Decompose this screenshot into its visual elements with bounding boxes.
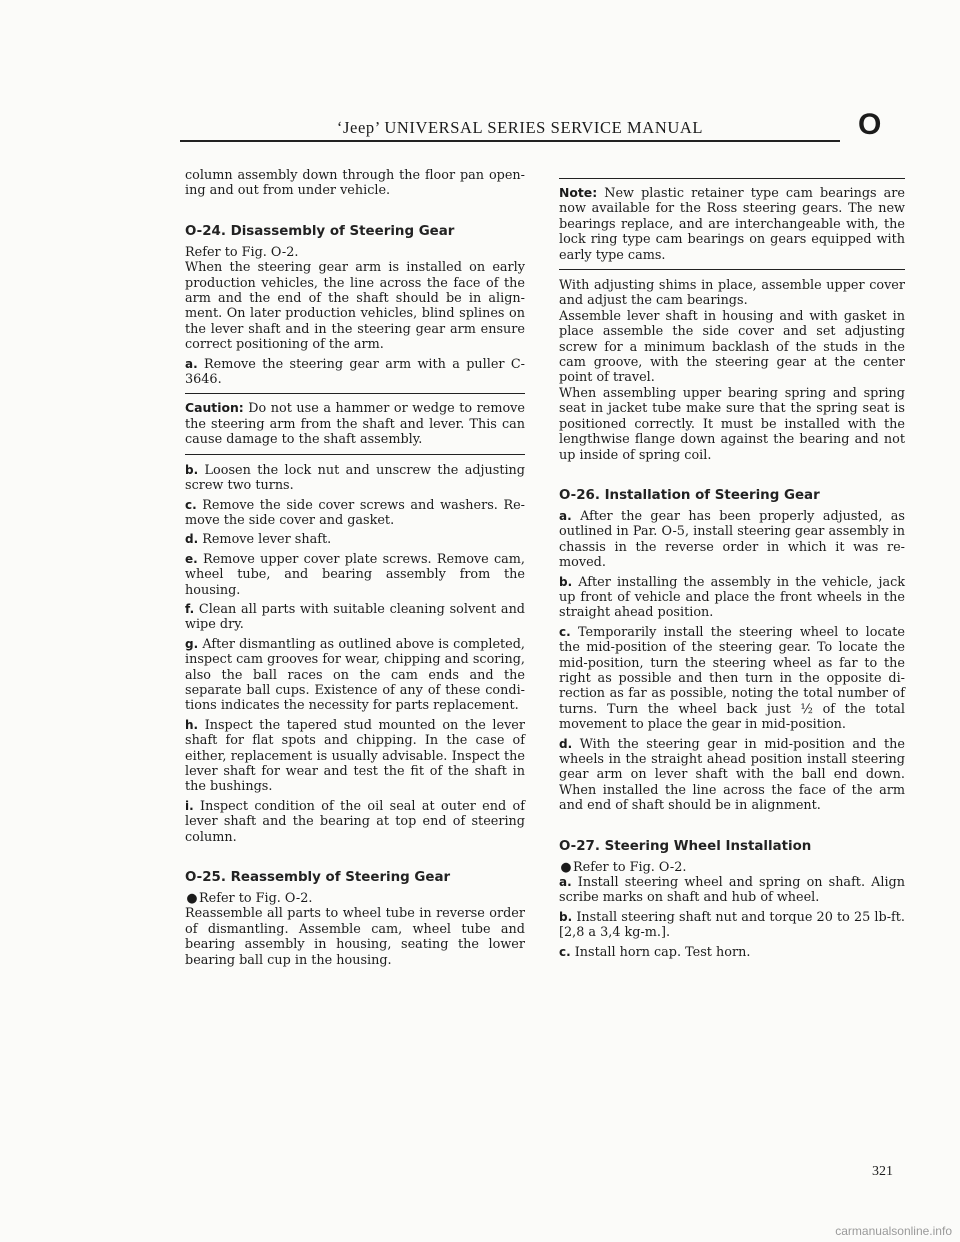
step-label: c. [559,944,571,959]
step-text: After installing the assembly in the vehicle, jack up front of vehicle and place the front wheels in the straight ahead position. [559,574,905,621]
step-label: f. [185,601,195,616]
site-watermark: carmanualsonline.info [835,1224,952,1238]
step-text: Remove lever shaft. [198,532,332,548]
step-label: d. [559,736,573,751]
step-text: Install steering shaft nut and torque 20 to 25 lb-ft. [2,8 a 3,4 kg-m.]. [559,909,905,941]
step-label: a. [559,508,572,523]
step-label: b. [559,574,573,589]
step-a [559,509,905,571]
step-label: d. [185,532,199,547]
step-b [559,575,905,621]
step-text: After dismantling as outlined above is completed, inspect cam grooves for wear, chipping and scoring, also the ball races on the cam ends and the separate ball cups. Existence of any of these conditions indicates the necessity for parts replacement. [185,636,525,714]
intro-paragraph: column assembly down through the floor pan opening and out from under vehicle. [185,168,525,199]
step-h [185,718,525,795]
refer-text: Refer to Fig. O-2. [573,859,687,875]
step-label: e. [185,551,198,566]
body-paragraph: When assembling upper bearing spring and spring seat in jacket tube make sure that the spring seat is positioned correctly. It must be installed with the lengthwise flange down against the bearing and not up inside of spring coil. [559,385,905,463]
step-text: Inspect condition of the oil seal at outer end of lever shaft and the bearing at top end of steering column. [185,798,525,845]
step-text: Remove upper cover plate screws. Remove cam, wheel tube, and bearing assembly from the housing. [185,551,525,598]
step-c [185,498,525,529]
body-paragraph: Reassemble all parts to wheel tube in reverse order of dismantling. Assemble cam, wheel tube and bearing assembly in housing, seating the lower bearing ball cup in the housing. [185,906,525,968]
step-b [185,463,525,494]
step-label: a. [185,356,198,371]
step-text: Inspect the tapered stud mounted on the lever shaft for flat spots and chipping. In the case of either, replacement is usually advisable. Inspect the lever shaft for wear and test the fit of the shaft in the bushings. [185,717,525,795]
section-heading-o27: O-27. Steering Wheel Installation [559,838,812,854]
step-g [185,637,525,714]
step-f [185,602,525,633]
step-text: Install horn cap. Test horn. [570,944,751,960]
page-header [180,108,910,144]
right-column [559,178,905,960]
step-text: Clean all parts with suitable cleaning solvent and wipe dry. [185,601,525,633]
step-label: a. [559,875,572,890]
note-label: Note: [559,185,598,200]
refer-line: Refer to Fig. O-2. [185,244,299,260]
body-paragraph: When the steering gear arm is installed on early production vehicles, the line across the face of the arm and the end of the shaft should be in alignment. On later production vehicles, blind splines on the lever shaft and in the steering gear arm ensure correct positioning of the arm. [185,260,525,353]
step-text: After the gear has been properly adjusted, as outlined in Par. O-5, install steering gear assembly in chassis in the reverse order in which it was removed. [559,508,905,571]
page-number: 321 [872,1164,893,1179]
section-letter: O [858,108,882,141]
caution-box [185,393,525,454]
note-box [559,178,905,270]
section-heading-o25: O-25. Reassembly of Steering Gear [185,870,451,886]
step-label: b. [559,909,573,924]
step-label: c. [185,497,197,512]
step-c [559,945,905,960]
step-text: Loosen the lock nut and unscrew the adjusting screw two turns. [185,462,525,494]
step-text: Remove the side cover screws and washers. Remove the side cover and gasket. [185,497,525,528]
body-paragraph: Assemble lever shaft in housing and with gasket in place assemble the side cover and set adjusting screw for a minimum backlash of the studs in the cam groove, with the steering gear at the center point of travel. [559,308,905,386]
step-text: Remove the steering gear arm with a puller C-3646. [185,356,525,388]
refer-line [185,891,525,906]
step-label: i. [185,798,194,813]
header-title: ‘Jeep’ UNIVERSAL SERIES SERVICE MANUAL [336,118,704,137]
step-a [559,875,905,906]
step-label: b. [185,462,199,477]
bullet-icon: ● [560,859,572,875]
refer-line [559,860,905,875]
step-d [185,532,525,547]
step-text: Temporarily install the steering wheel to locate the mid-position of the steering gear. To locate the mid-position, turn the steering wheel as far to the right as possible and then turn in the opposite direction as far as possible, noting the total number of turns. Turn the wheel back just ½ of the total movement to place the gear in mid-position. [559,624,905,733]
caution-label: Caution: [185,400,244,416]
header-rule [180,140,840,142]
note-paragraph [559,185,905,263]
section-heading-o24: O-24. Disassembly of Steering Gear [185,223,455,239]
step-label: h. [185,717,199,732]
step-label: c. [559,624,571,639]
step-c [559,625,905,733]
left-column [185,168,525,968]
step-d [559,737,905,814]
step-b [559,910,905,941]
caution-text: Do not use a hammer or wedge to remove the steering arm from the shaft and lever. This can cause damage to the shaft assembly. [185,401,525,448]
body-paragraph: With adjusting shims in place, assemble upper cover and adjust the cam bearings. [559,278,905,309]
caution-paragraph [185,400,525,447]
step-text: With the steering gear in mid-position and the wheels in the straight ahead position install steering gear arm on lever shaft with the ball end down. When installed the line across the face of the arm and end of shaft should be in alignment. [559,736,905,814]
step-a [185,357,525,388]
refer-text: Refer to Fig. O-2. [199,891,313,907]
section-heading-o26: O-26. Installation of Steering Gear [559,487,820,503]
step-text: Install steering wheel and spring on shaft. Align scribe marks on shaft and hub of wheel. [559,875,905,906]
bullet-icon: ● [186,891,198,907]
step-label: g. [185,636,199,651]
note-text: New plastic retainer type cam bearings are now available for the Ross steering gears. The new bearings replace, and are interchangeable with, the lock ring type cam bearings on gears equipped with early type cams. [559,186,905,263]
step-i [185,799,525,845]
step-e [185,552,525,598]
